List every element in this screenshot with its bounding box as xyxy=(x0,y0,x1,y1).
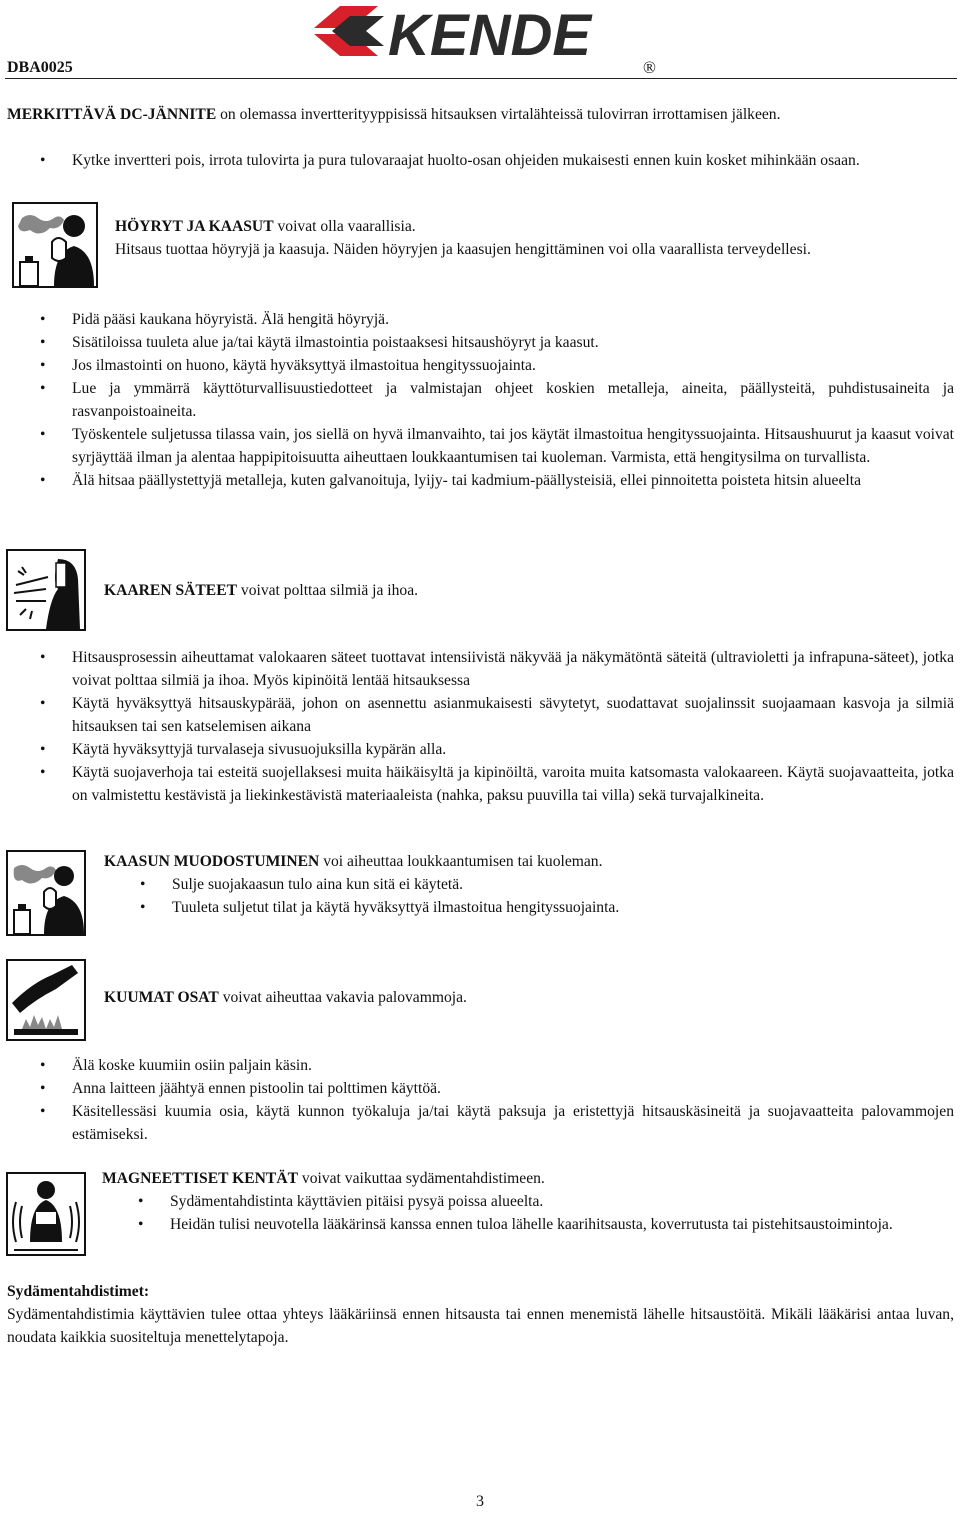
fumes-text: Hitsaus tuottaa höyryjä ja kaasuja. Näiden höyryjen ja kaasujen hengittäminen voi olla vaarallista terveydellesi. xyxy=(115,241,811,258)
dc-voltage-list xyxy=(0,149,954,172)
list-item: • Sisätiloissa tuuleta alue ja/tai käytä ilmastointia poistaaksesi hitsaushöyryt ja kaasut. xyxy=(40,334,599,351)
hot-heading-line: KUUMAT OSAT voivat aiheuttaa vakavia palovammoja. xyxy=(104,989,467,1006)
list-item: • Älä koske kuumiin osiin paljain käsin. xyxy=(40,1057,312,1074)
gas-warning-icon xyxy=(6,850,86,936)
arc-heading-line: KAAREN SÄTEET voivat polttaa silmiä ja ihoa. xyxy=(104,582,419,599)
list-item: • Heidän tulisi neuvotella lääkärinsä kanssa ennen tuloa lähelle kaarihitsausta, koverrutusta tai pistehitsaustoimintoja. xyxy=(138,1216,893,1233)
magnetic-field-warning-icon xyxy=(6,1172,86,1256)
magnetic-block: MAGNEETTISET KENTÄT voivat vaikuttaa sydämentahdistimeen. xyxy=(102,1170,545,1187)
kende-logo xyxy=(310,2,635,60)
list-item: • Pidä pääsi kaukana höyryistä. Älä hengitä höyryjä. xyxy=(40,311,389,328)
pacemakers-heading: Sydämentahdistimet: xyxy=(7,1283,150,1300)
arc-list xyxy=(0,646,954,807)
fumes-list xyxy=(0,308,954,492)
list-item: • Anna laitteen jäähtyä ennen pistoolin tai polttimen käyttöä. xyxy=(40,1080,441,1097)
list-item: • Käytä suojaverhoja tai esteitä suojellaksesi muita häikäisyltä ja kipinöiltä, varoita muita katsomasta valokaareen. Käytä suojavaatteita, jotka on valmistettu kestävistä ja liekinkestävistä materiaaleista (nahka, paksu puuvilla tai villa) sekä turvajalkineita. xyxy=(40,764,954,804)
fumes-heading: HÖYRYT JA KAASUT xyxy=(115,218,274,235)
list-item: • Lue ja ymmärrä käyttöturvallisuustiedotteet ja valmistajan ohjeet koskien metalleja, aineita, päällysteitä, puhdistusaineita ja rasvanpoistoaineita. xyxy=(40,380,954,420)
list-item: • Jos ilmastointi on huono, käytä hyväksyttyä ilmastoitua hengityssuojainta. xyxy=(40,357,536,374)
document-code: DBA0025 xyxy=(7,59,73,76)
brand-wordmark: KENDE xyxy=(388,3,592,60)
header-divider xyxy=(5,78,957,79)
list-item: • Kytke invertteri pois, irrota tulovirta ja pura tulovaraajat huolto-osan ohjeiden mukaisesti ennen kuin kosket mihinkään osaan. xyxy=(0,149,954,172)
registered-mark: ® xyxy=(643,58,656,77)
list-item: • Hitsausprosessin aiheuttamat valokaaren säteet tuottavat intensiivistä näkyvää ja näkymätöntä säteitä (ultravioletti ja infrapuna-säteet), jotka voivat polttaa silmiä ja ihoa. Myös kipinöitä lentää hitsauksessa xyxy=(40,649,954,689)
gas-list xyxy=(104,873,954,919)
pacemakers-block xyxy=(7,1280,954,1349)
hot-parts-warning-icon xyxy=(6,959,86,1041)
list-item: • Käsitellessäsi kuumia osia, käytä kunnon työkaluja ja/tai käytä paksuja ja eristettyjä hitsauskäsineitä ja suojavaatteita palovammojen estämiseksi. xyxy=(40,1103,954,1143)
fumes-block: HÖYRYT JA KAASUT voivat olla vaarallisia. Hitsaus tuottaa höyryjä ja kaasuja. Näiden höyryjen ja kaasujen hengittäminen voi olla vaarallista terveydellesi. xyxy=(115,215,954,261)
fumes-warning-icon xyxy=(12,202,98,288)
list-item: • Käytä hyväksyttyjä turvalaseja sivusuojuksilla kypärän alla. xyxy=(40,741,447,758)
arc-rays-warning-icon xyxy=(6,549,86,631)
arc-heading: KAAREN SÄTEET xyxy=(104,582,238,599)
list-item: • Käytä hyväksyttyä hitsauskypärää, johon on asennettu asianmukaisesti sävytetyt, suodattavat suojalinssit suojaamaan kasvoja ja silmiä hitsauksen tai sen katselemisen aikana xyxy=(40,695,954,735)
hot-list xyxy=(0,1054,954,1146)
bullet: • xyxy=(40,152,46,169)
magnetic-list xyxy=(102,1190,954,1236)
list-item: • Älä hitsaa päällystettyjä metalleja, kuten galvanoituja, lyijy- tai kadmium-päällysteisiä, ellei pinnoitetta poisteta hitsin alueelta xyxy=(40,472,861,489)
list-item: • Tuuleta suljetut tilat ja käytä hyväksyttyä ilmastoitua hengityssuojainta. xyxy=(140,899,620,916)
pacemakers-text: Sydämentahdistimia käyttävien tulee ottaa yhteys lääkäriinsä ennen hitsausta tai ennen menemistä lähelle hitsaustöitä. Mikäli lääkärisi antaa luvan, noudata kaikkia suositeltuja menettelytapoja. xyxy=(7,1306,954,1346)
gas-block: KAASUN MUODOSTUMINEN voi aiheuttaa loukkaantumisen tai kuoleman. xyxy=(104,853,603,870)
gas-heading: KAASUN MUODOSTUMINEN xyxy=(104,853,320,870)
list-item: • Työskentele suljetussa tilassa vain, jos siellä on hyvä ilmanvaihto, tai jos käytät ilmastoitua hengityssuojainta. Hitsaushuurut ja kaasut voivat syrjäyttää ilman ja alentaa happipitoisuutta aiheuttaen loukkaantumisen tai kuoleman. Varmista, että hengitysilma on turvallista. xyxy=(40,426,954,466)
dc-voltage-text: on olemassa invertterityyppisissä hitsauksen virtalähteissä tulovirran irrottamisen jälkeen. xyxy=(216,106,781,123)
hot-heading: KUUMAT OSAT xyxy=(104,989,219,1006)
dc-voltage-heading: MERKITTÄVÄ DC-JÄNNITE xyxy=(7,106,217,123)
page-number: 3 xyxy=(476,1493,484,1510)
list-item: • Sydämentahdistinta käyttävien pitäisi pysyä poissa alueelta. xyxy=(138,1193,544,1210)
magnetic-heading: MAGNEETTISET KENTÄT xyxy=(102,1170,298,1187)
list-item: • Sulje suojakaasun tulo aina kun sitä ei käytetä. xyxy=(140,876,464,893)
dc-voltage-paragraph xyxy=(7,103,954,126)
